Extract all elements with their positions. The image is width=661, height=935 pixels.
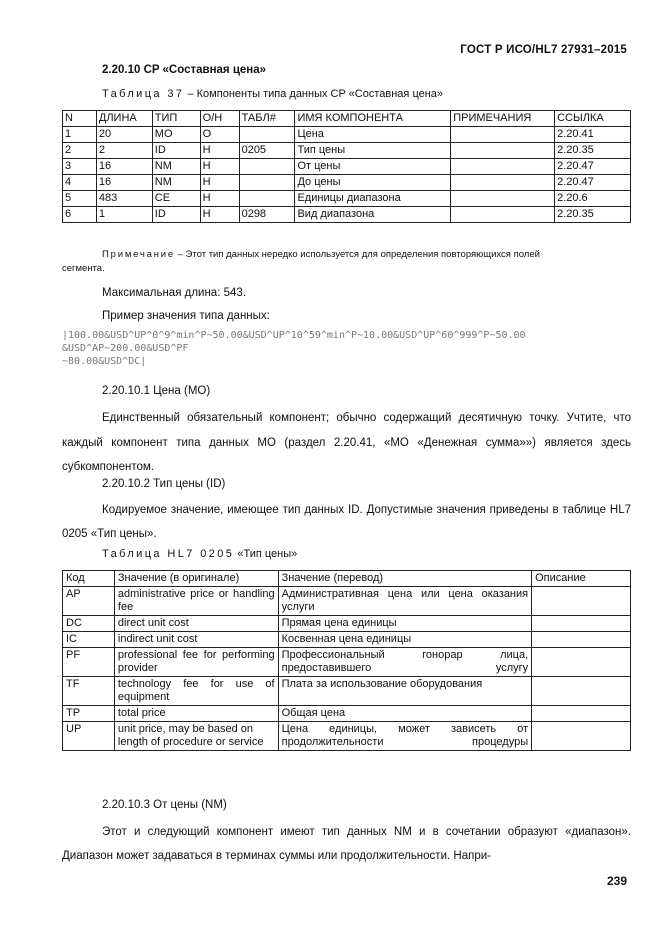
- table-cell: MO: [152, 127, 200, 143]
- table-row: [63, 191, 631, 207]
- subsection-body: Кодируемое значение, имеющее тип данных ID. Допустимые значения приведены в таблице HL7 0205 «Тип цены».: [62, 504, 631, 540]
- price-type-table: [62, 570, 631, 751]
- table-cell: total price: [114, 706, 278, 722]
- column-header: ССЫЛКА: [555, 111, 631, 127]
- table-cell: H: [200, 191, 239, 207]
- column-header: Код: [63, 571, 115, 587]
- table-cell: 2.20.47: [555, 159, 631, 175]
- table-cell: Прямая цена единицы: [278, 616, 532, 632]
- note-text: – Этот тип данных нередко используется для определения повторяющихся полей: [175, 249, 540, 260]
- table-cell: NM: [152, 159, 200, 175]
- column-header: ПРИМЕЧАНИЯ: [451, 111, 555, 127]
- column-header: ДЛИНА: [96, 111, 152, 127]
- column-header: ТИП: [152, 111, 200, 127]
- column-header: ИМЯ КОМПОНЕНТА: [295, 111, 451, 127]
- table-cell: 2.20.35: [555, 207, 631, 223]
- note-label: Примечание: [102, 249, 175, 260]
- table1-caption-label: Таблица 37: [102, 88, 185, 100]
- table-cell: IC: [63, 632, 115, 648]
- table-cell: H: [200, 207, 239, 223]
- example-line: |100.00&USD^UP^0^9^min^P~50.00&USD^UP^10^59^min^P~10.00&USD^UP^60^999^P~50.00: [62, 330, 526, 341]
- table-cell: 20: [96, 127, 152, 143]
- table-cell: [532, 616, 631, 632]
- column-header: ТАБЛ#: [239, 111, 295, 127]
- table-cell: H: [200, 159, 239, 175]
- page-number: 239: [606, 874, 627, 888]
- table-cell: 5: [63, 191, 97, 207]
- table-row: [63, 648, 631, 677]
- table-cell: H: [200, 143, 239, 159]
- example-line: &USD^AP~200.00&USD^PF: [62, 343, 189, 354]
- table-row: [63, 722, 631, 751]
- table-cell: TP: [63, 706, 115, 722]
- table-cell: [532, 722, 631, 751]
- table-cell: technology fee for use of equipment: [114, 677, 278, 706]
- example-line: ~80.00&USD^DC|: [62, 356, 147, 367]
- table-cell: 16: [96, 175, 152, 191]
- table-row: [63, 175, 631, 191]
- subsection-title: 2.20.10.1 Цена (MO): [102, 385, 211, 397]
- table-cell: AP: [63, 587, 115, 616]
- example-label: Пример значения типа данных:: [102, 310, 270, 322]
- table-cell: 4: [63, 175, 97, 191]
- subsection-title: 2.20.10.2 Тип цены (ID): [102, 478, 226, 490]
- table-cell: [451, 143, 555, 159]
- table-cell: O: [200, 127, 239, 143]
- table-cell: Косвенная цена единицы: [278, 632, 532, 648]
- table-cell: H: [200, 175, 239, 191]
- table-row: [63, 677, 631, 706]
- table-cell: Цена единицы, может зависеть от продолжительности процедуры: [278, 722, 532, 751]
- table1-caption: [102, 88, 443, 100]
- note-continuation: сегмента.: [62, 263, 105, 274]
- table-header-row: [63, 111, 631, 127]
- table-cell: От цены: [295, 159, 451, 175]
- table-cell: [532, 677, 631, 706]
- table-row: [63, 632, 631, 648]
- table-cell: 2.20.35: [555, 143, 631, 159]
- document-header: ГОСТ Р ИСО/HL7 27931–2015: [460, 44, 627, 56]
- table-cell: Профессиональный гонорар лица, предоставившего услугу: [278, 648, 532, 677]
- column-header: Значение (перевод): [278, 571, 532, 587]
- column-header: О/Н: [200, 111, 239, 127]
- table-cell: ID: [152, 207, 200, 223]
- table-cell: professional fee for performing provider: [114, 648, 278, 677]
- table2-caption-label: Таблица HL7 0205: [102, 548, 235, 560]
- column-header: N: [63, 111, 97, 127]
- example-value: [62, 329, 526, 368]
- table-cell: [239, 159, 295, 175]
- table-row: [63, 159, 631, 175]
- table-cell: [532, 706, 631, 722]
- table-cell: unit price, may be based on length of procedure or service: [114, 722, 278, 751]
- table-cell: administrative price or handling fee: [114, 587, 278, 616]
- max-length-text: Максимальная длина: 543.: [102, 287, 246, 299]
- components-table: [62, 110, 631, 223]
- table-row: [63, 706, 631, 722]
- table-cell: 2.20.41: [555, 127, 631, 143]
- table-cell: Общая цена: [278, 706, 532, 722]
- table2-caption-text: «Тип цены»: [234, 548, 298, 560]
- table-cell: [451, 159, 555, 175]
- table-cell: Цена: [295, 127, 451, 143]
- note-paragraph: [102, 245, 631, 265]
- table-cell: [451, 191, 555, 207]
- table-row: [63, 587, 631, 616]
- table-cell: 2: [96, 143, 152, 159]
- table-cell: [239, 127, 295, 143]
- table-cell: 16: [96, 159, 152, 175]
- table-cell: [451, 175, 555, 191]
- table-cell: [239, 191, 295, 207]
- table-cell: NM: [152, 175, 200, 191]
- table-cell: 0298: [239, 207, 295, 223]
- table-cell: UP: [63, 722, 115, 751]
- table-cell: direct unit cost: [114, 616, 278, 632]
- table-cell: TF: [63, 677, 115, 706]
- table-cell: [451, 127, 555, 143]
- table-row: [63, 207, 631, 223]
- table-cell: 6: [63, 207, 97, 223]
- column-header: Описание: [532, 571, 631, 587]
- table-cell: 1: [96, 207, 152, 223]
- table2-caption: [102, 548, 297, 560]
- table-cell: 2: [63, 143, 97, 159]
- table-cell: [451, 207, 555, 223]
- table-row: [63, 127, 631, 143]
- table-row: [63, 616, 631, 632]
- table-cell: [532, 587, 631, 616]
- table-cell: ID: [152, 143, 200, 159]
- table-cell: 1: [63, 127, 97, 143]
- table-cell: PF: [63, 648, 115, 677]
- table-cell: Тип цены: [295, 143, 451, 159]
- subsection-body: Этот и следующий компонент имеют тип данных NM и в сочетании образуют «диапазон». Диапазон может задаваться в терминах суммы или продолжительности. Напри-: [62, 826, 631, 862]
- table-cell: [532, 632, 631, 648]
- table-cell: [239, 175, 295, 191]
- table-cell: Вид диапазона: [295, 207, 451, 223]
- table-cell: Административная цена или цена оказания услуги: [278, 587, 532, 616]
- table-cell: DC: [63, 616, 115, 632]
- table-cell: До цены: [295, 175, 451, 191]
- table-row: [63, 143, 631, 159]
- table-cell: 3: [63, 159, 97, 175]
- table1-caption-text: – Компоненты типа данных CP «Составная цена»: [184, 88, 444, 100]
- table-cell: indirect unit cost: [114, 632, 278, 648]
- column-header: Значение (в оригинале): [114, 571, 278, 587]
- table-cell: 2.20.6: [555, 191, 631, 207]
- table-cell: 0205: [239, 143, 295, 159]
- subsection-body: Единственный обязательный компонент; обычно содержащий десятичную точку. Учтите, что каждый компонент типа данных MO (раздел 2.20.41, «MO «Денежная сумма»») является здесь субкомпонентом.: [62, 412, 631, 473]
- table-cell: CE: [152, 191, 200, 207]
- table-cell: Плата за использование оборудования: [278, 677, 532, 706]
- table-cell: 2.20.47: [555, 175, 631, 191]
- table-cell: [532, 648, 631, 677]
- subsection-title: 2.20.10.3 От цены (NM): [102, 799, 227, 811]
- table-cell: Единицы диапазона: [295, 191, 451, 207]
- table-header-row: [63, 571, 631, 587]
- table-cell: 483: [96, 191, 152, 207]
- section-title: 2.20.10 CP «Составная цена»: [102, 64, 267, 76]
